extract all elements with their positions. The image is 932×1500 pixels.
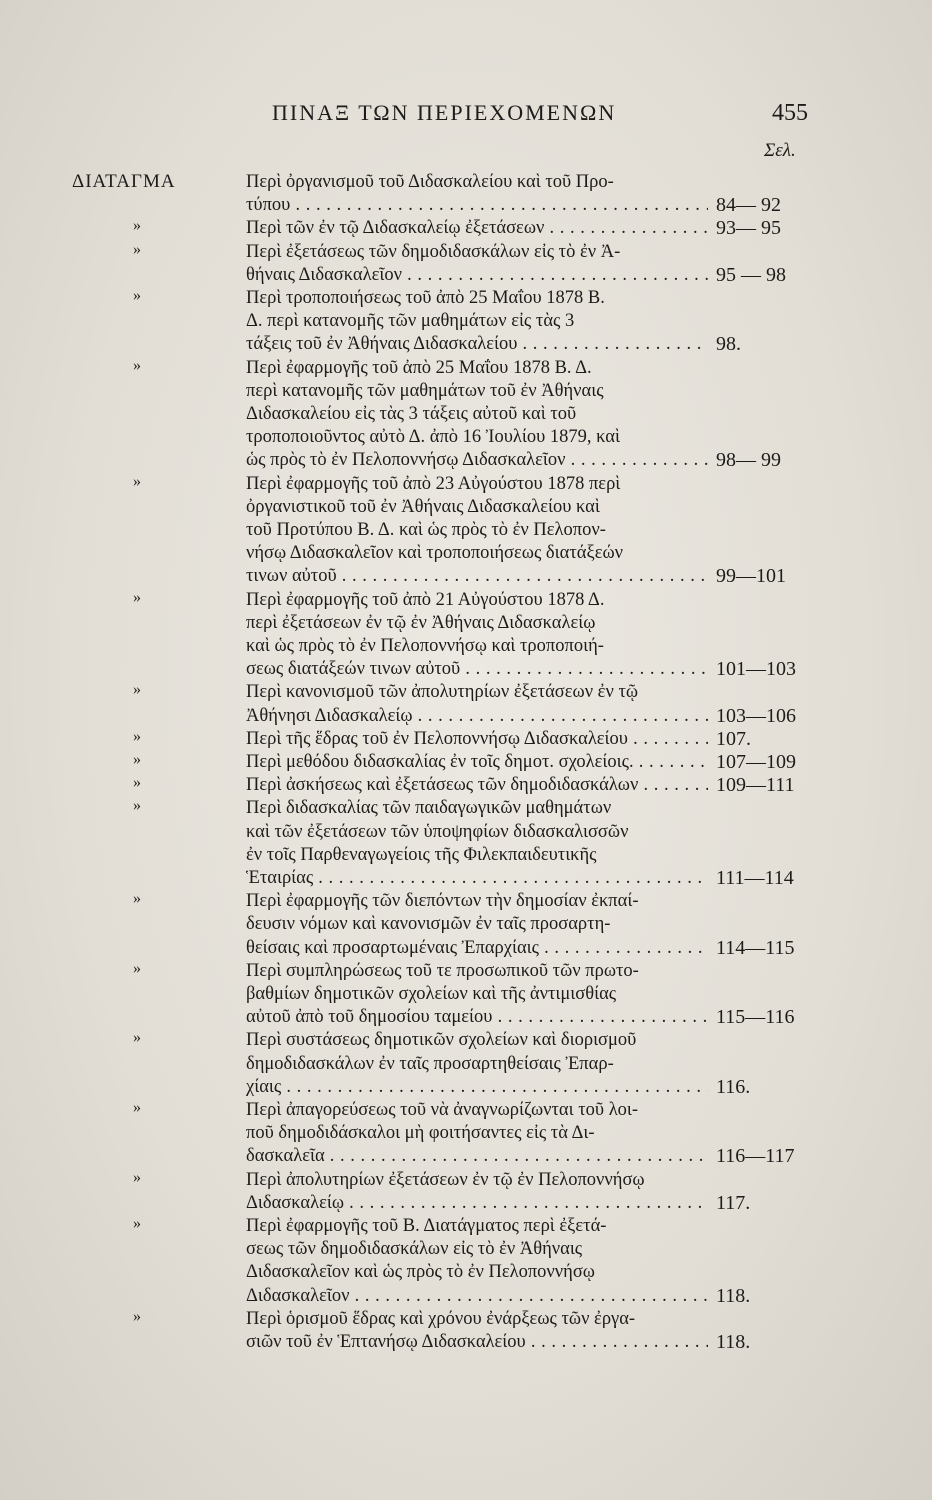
entry-title-line: Περὶ τῆς ἕδρας τοῦ ἐν Πελοποννήσῳ Διδασκαλείου . . . (246, 728, 708, 751)
entry-title (246, 589, 708, 682)
entry-title-line: Περὶ ὁρισμοῦ ἕδρας καὶ χρόνου ἐνάρξεως τῶν ἐργα- (246, 1308, 636, 1329)
ditto-mark: » (133, 240, 141, 258)
entry-title-line: Περὶ ὀργανισμοῦ τοῦ Διδασκαλείου καὶ τοῦ Προ- (246, 172, 614, 192)
entry-title (246, 681, 708, 727)
entry-title-line: Περὶ ἐφαρμογῆς τοῦ ἀπὸ 25 Μαΐου 1878 Β. Δ. (246, 357, 592, 378)
entry-title-line: σιῶν τοῦ ἐν Ἑπτανήσῳ Διδασκαλείου . . . (246, 1331, 708, 1354)
entry-title-line: δημοδιδασκάλων ἐν ταῖς προσαρτηθείσαις Ἐπαρ- (246, 1053, 614, 1074)
entry-title-line: Περὶ ἐφαρμογῆς τοῦ ἀπὸ 23 Αὐγούστου 1878 περὶ (246, 473, 621, 494)
entry-title-line: δασκαλεῖα . . . (246, 1145, 708, 1168)
entry-title-line: σεως τῶν δημοδιδασκάλων εἰς τὸ ἐν Ἀθήναις (246, 1239, 583, 1260)
entry-title (246, 357, 708, 473)
entry-title-line: Ἑταιρίας . . . (246, 867, 708, 890)
entry-title-line: Περὶ ἐξετάσεως τῶν δημοδιδασκάλων εἰς τὸ ἐν Ἀ- (246, 241, 621, 262)
entry-title-line: Περὶ μεθόδου διδασκαλίας ἐν τοῖς δημοτ. σχολείοις. . . . (246, 751, 708, 774)
pages-column-label: Σελ. (764, 140, 796, 161)
entry-title-line: Περὶ ἐφαρμογῆς τοῦ ἀπὸ 21 Αὐγούστου 1878 Δ. (246, 589, 605, 610)
entry-title-line: καὶ ὡς πρὸς τὸ ἐν Πελοποννήσῳ καὶ τροποποιή- (246, 636, 604, 656)
entry-title-line: Περὶ ἐφαρμογῆς τῶν διεπόντων τὴν δημοσίαν ἐκπαί- (246, 891, 639, 912)
entry-title-line: Δ. περὶ κατανομῆς τῶν μαθημάτων εἰς τὰς 3 (246, 311, 575, 332)
entry-page-range: 111—114 (716, 866, 794, 889)
entry-title (246, 890, 708, 960)
entry-title-line: σεως διατάξεών τινων αὐτοῦ . . . (246, 658, 708, 681)
entry-title-line: περὶ ἐξετάσεων ἐν τῷ ἐν Ἀθήναις Διδασκαλείῳ (246, 612, 596, 633)
entry-category-label: ΔΙΑΤΑΓΜΑ (72, 171, 176, 192)
entry-title-line: Περὶ ἐφαρμογῆς τοῦ Β. Διατάγματος περὶ ἐξετά- (246, 1216, 607, 1236)
ditto-mark: » (133, 1215, 141, 1232)
entry-title-line: ποῦ δημοδιδάσκαλοι μὴ φοιτήσαντες εἰς τὰ Δι- (246, 1123, 595, 1144)
ditto-mark: » (133, 588, 141, 606)
entry-page-range: 116. (716, 1075, 751, 1098)
entry-title (246, 217, 708, 240)
entry-page-range: 107. (716, 727, 751, 750)
entry-title-line: καὶ τῶν ἐξετάσεων τῶν ὑποψηφίων διδασκαλισσῶν (246, 821, 629, 842)
entry-title (246, 1099, 708, 1169)
entry-page-range: 118. (716, 1330, 751, 1353)
entry-title-line: θήναις Διδασκαλεῖον . . . (246, 264, 708, 287)
entry-title-line: ἐν τοῖς Παρθεναγωγείοις τῆς Φιλεκπαιδευτικῆς (246, 844, 597, 865)
entry-title-line: Διδασκαλεῖον καὶ ὡς πρὸς τὸ ἐν Πελοποννήσῳ (246, 1262, 595, 1283)
entry-title-line: τροποποιοῦντος αὐτὸ Δ. ἀπὸ 16 Ἰουλίου 1879, καὶ (246, 427, 620, 448)
ditto-mark: » (133, 727, 141, 745)
entry-title (246, 728, 708, 751)
entry-page-range: 98— 99 (716, 449, 781, 472)
entry-title (246, 774, 708, 797)
ditto-mark: » (133, 1168, 141, 1186)
entry-title (246, 1215, 708, 1308)
entry-title-line: νήσῳ Διδασκαλεῖον καὶ τροποποιήσεως διατάξεών (246, 543, 624, 564)
ditto-mark: » (133, 751, 141, 768)
entry-title-line: περὶ κατανομῆς τῶν μαθημάτων τοῦ ἐν Ἀθήναις (246, 380, 604, 401)
entry-title-line: Περὶ τῶν ἐν τῷ Διδασκαλείῳ ἐξετάσεων . . . (246, 217, 708, 240)
ditto-mark: » (133, 217, 141, 235)
ditto-mark: » (133, 797, 141, 815)
ditto-mark: » (133, 890, 141, 908)
ditto-mark: » (133, 959, 141, 977)
entry-title-line: Περὶ διδασκαλίας τῶν παιδαγωγικῶν μαθημάτων (246, 798, 612, 819)
entry-title-line: Ἀθήνησι Διδασκαλείῳ . . . (246, 705, 708, 728)
ditto-mark: » (133, 1307, 141, 1325)
entry-title-line: δευσιν νόμων καὶ κανονισμῶν ἐν ταῖς προσαρτη- (246, 914, 611, 935)
entry-title (246, 1029, 708, 1099)
entry-page-range: 84— 92 (716, 194, 781, 217)
entry-title-line: Περὶ κανονισμοῦ τῶν ἀπολυτηρίων ἐξετάσεων ἐν τῷ (246, 682, 639, 703)
entry-page-range: 109—111 (716, 774, 795, 797)
entry-title-line: βαθμίων δημοτικῶν σχολείων καὶ τῆς ἀντιμισθίας (246, 984, 617, 1004)
entry-page-range: 116—117 (716, 1145, 795, 1168)
entry-page-range: 98. (716, 333, 741, 356)
entry-title-line: Περὶ ἀσκήσεως καὶ ἐξετάσεως τῶν δημοδιδασκάλων . . . (246, 774, 708, 797)
ditto-mark: » (133, 1029, 141, 1047)
ditto-mark: » (133, 1099, 141, 1116)
ditto-mark: » (133, 287, 141, 304)
entry-page-range: 101—103 (716, 658, 796, 681)
entry-title (246, 171, 708, 217)
entry-title-line: τύπου . . . (246, 194, 708, 217)
entry-title (246, 797, 708, 890)
entry-title-line: Διδασκαλείου εἰς τὰς 3 τάξεις αὐτοῦ καὶ τοῦ (246, 404, 577, 424)
entry-title (246, 473, 708, 589)
entry-page-range: 114—115 (716, 936, 795, 959)
entry-page-range: 103—106 (716, 704, 796, 727)
entry-title-line: τοῦ Προτύπου Β. Δ. καὶ ὡς πρὸς τὸ ἐν Πελοπον- (246, 520, 606, 540)
entry-title-line: ὡς πρὸς τὸ ἐν Πελοποννήσῳ Διδασκαλεῖον . . . (246, 449, 708, 472)
ditto-mark: » (133, 356, 141, 374)
entry-title-line: τινων αὐτοῦ . . . (246, 565, 708, 588)
entry-title (246, 960, 708, 1030)
entry-page-range: 95 — 98 (716, 263, 786, 286)
entry-title-line: χίαις . . . (246, 1076, 708, 1099)
page-number: 455 (772, 100, 808, 126)
entry-page-range: 117. (716, 1191, 751, 1214)
entry-title-line: ὀργανιστικοῦ τοῦ ἐν Ἀθήναις Διδασκαλείου καὶ (246, 496, 600, 517)
entry-title (246, 751, 708, 774)
entry-title-line: Περὶ ἀπολυτηρίων ἐξετάσεων ἐν τῷ ἐν Πελοποννήσῳ (246, 1169, 645, 1190)
entry-title-line: Διδασκαλεῖον . . . (246, 1285, 708, 1308)
entry-title-line: Διδασκαλείῳ . . . (246, 1192, 708, 1215)
entry-title (246, 241, 708, 287)
entry-title (246, 1169, 708, 1215)
entry-page-range: 93— 95 (716, 217, 781, 240)
entry-title-line: Περὶ ἀπαγορεύσεως τοῦ νὰ ἀναγνωρίζωνται τοῦ λοι- (246, 1100, 639, 1120)
entry-page-range: 118. (716, 1284, 751, 1307)
entry-title-line: Περὶ συμπληρώσεως τοῦ τε προσωπικοῦ τῶν πρωτο- (246, 960, 639, 981)
ditto-mark: » (133, 774, 141, 792)
entry-title-line: θείσαις καὶ προσαρτωμέναις Ἐπαρχίαις . . . (246, 937, 708, 960)
entry-page-range: 107—109 (716, 751, 796, 773)
entry-title-line: τάξεις τοῦ ἐν Ἀθήναις Διδασκαλείου . . . (246, 333, 708, 356)
entry-page-range: 115—116 (716, 1006, 795, 1029)
entry-title-line: Περὶ τροποποιήσεως τοῦ ἀπὸ 25 Μαΐου 1878 Β. (246, 288, 605, 308)
entry-title-line: Περὶ συστάσεως δημοτικῶν σχολείων καὶ διορισμοῦ (246, 1030, 637, 1051)
entry-title (246, 1308, 708, 1354)
ditto-mark: » (133, 681, 141, 699)
entry-title (246, 287, 708, 357)
page-title: ΠΙΝΑΞ ΤΩΝ ΠΕΡΙΕΧΟΜΕΝΩΝ (272, 100, 617, 125)
ditto-mark: » (133, 472, 141, 490)
entry-page-range: 99—101 (716, 565, 786, 588)
entry-title-line: αὐτοῦ ἀπὸ τοῦ δημοσίου ταμείου . . . (246, 1006, 708, 1029)
